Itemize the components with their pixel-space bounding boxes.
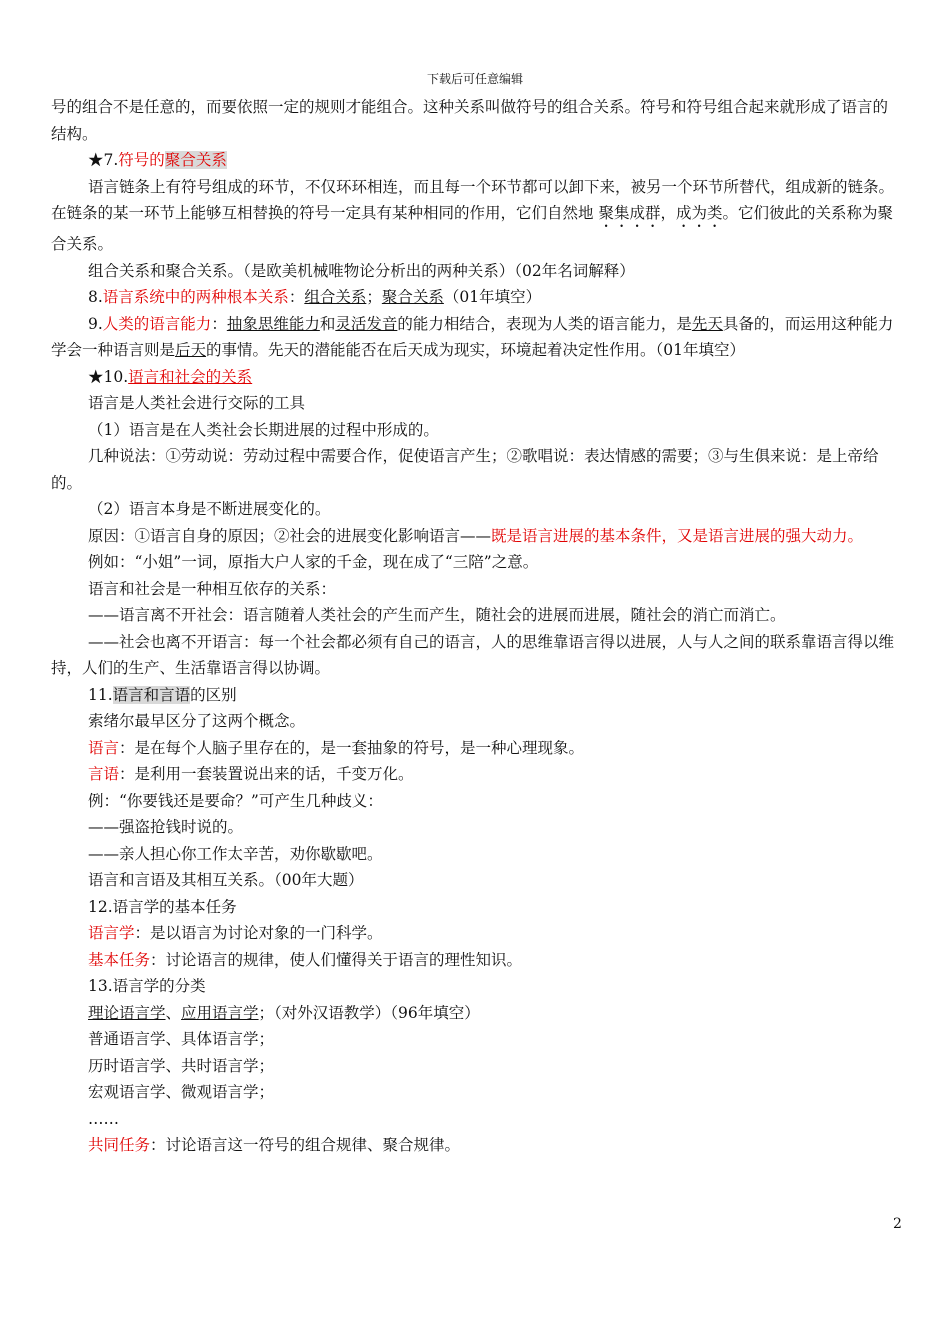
underlined-term: 理论语言学 <box>88 1003 166 1022</box>
paragraph: 语言和言语及其相互关系。（00年大题） <box>88 871 364 889</box>
text: ：讨论语言这一符号的组合规律、聚合规律。 <box>150 1136 461 1154</box>
section-title: 语言系统中的两种根本关系 <box>102 288 289 306</box>
paragraph: ——亲人担心你工作太辛苦，劝你歇歇吧。 <box>88 844 383 863</box>
paragraph: （1）语言是在人类社会长期进展的过程中形成的。 <box>88 420 439 439</box>
paragraph: （2）语言本身是不断进展变化的。 <box>88 500 331 518</box>
page-header: 下载后可任意编辑 <box>426 72 523 86</box>
text: 的事情。先天的潜能能否在后天成为现实，环境起着决定性作用。（01年填空） <box>206 341 746 359</box>
section-number: 11. <box>88 685 113 704</box>
text: ：讨论语言的规律，使人们懂得关于语言的理性知识。 <box>150 950 523 969</box>
text: 。 <box>847 526 864 545</box>
text: ；（对外汉语教学）（96年填空） <box>258 1003 480 1022</box>
text: ：是以语言为讨论对象的一门科学。 <box>134 924 383 942</box>
text: 、 <box>165 1003 182 1022</box>
term: 语言学 <box>88 924 135 942</box>
term: 共同任务 <box>88 1136 151 1154</box>
section-number: ★7. <box>88 151 119 169</box>
ellipsis: …… <box>88 1109 119 1128</box>
section-title: 语言和社会的关系 <box>128 367 253 386</box>
text: ： <box>288 288 305 306</box>
paragraph: 例如：“小姐”一词，原指大户人家的千金，现在成了“三陪”之意。 <box>88 553 539 571</box>
definition <box>51 1132 903 1159</box>
text: 的区别 <box>190 685 237 704</box>
section-9-paragraph <box>51 311 903 364</box>
red-emphasis: 既是语言进展的基本条件，又是语言进展的强大动力 <box>491 526 848 545</box>
underlined-term: 后天 <box>175 341 207 359</box>
section-title-highlight: 语言和言语 <box>112 685 191 704</box>
definition <box>51 947 903 974</box>
section-title-highlight: 聚合关系 <box>164 151 227 169</box>
text: 的能力相结合，表现为人类的语言能力，是 <box>397 314 692 333</box>
underlined-term: 应用语言学 <box>181 1003 259 1022</box>
text: ：是在每个人脑子里存在的，是一套抽象的符号，是一种心理现象。 <box>119 738 585 757</box>
definition <box>51 735 903 762</box>
paragraph: ——强盗抢钱时说的。 <box>88 818 244 836</box>
paragraph: 语言和社会是一种相互依存的关系： <box>88 579 337 598</box>
underlined-term: 组合关系 <box>304 288 367 306</box>
underlined-term: 先天 <box>691 314 723 333</box>
document-body <box>51 94 903 1159</box>
paragraph: 索绪尔最早区分了这两个概念。 <box>88 712 306 730</box>
underlined-term: 抽象思维能力 <box>226 314 320 333</box>
paragraph: 号的组合不是任意的，而要依照一定的规则才能组合。这种关系叫做符号的组合关系。符号和符号组合起来就形成了语言的结构。 <box>51 98 889 143</box>
section-11-heading <box>51 682 903 709</box>
definition <box>51 920 903 947</box>
paragraph: 历时语言学、共时语言学； <box>88 1056 275 1075</box>
paragraph <box>51 523 903 550</box>
section-7-heading <box>51 147 903 174</box>
section-8-heading <box>51 284 903 311</box>
section-12-heading: 12.语言学的基本任务 <box>88 897 237 916</box>
text: ； <box>366 288 382 306</box>
text: 原因：①语言自身的原因；②社会的进展变化影响语言—— <box>88 526 492 545</box>
section-10-heading <box>51 364 903 391</box>
paragraph: ——社会也离不开语言：每一个社会都必须有自己的语言，人的思维靠语言得以进展，人与人之间的联系靠语言得以维持，人们的生产、生活靠语言得以协调。 <box>51 632 895 677</box>
emphasis-dots-text: 聚集成群，成为类 <box>598 204 723 222</box>
term: 基本任务 <box>88 950 151 969</box>
text: 具备的，而运用这种能力学会一种语言则是 <box>51 314 894 359</box>
paragraph: 普通语言学、具体语言学； <box>88 1030 275 1048</box>
text: ：是利用一套装置说出来的话，千变万化。 <box>119 765 414 783</box>
page-number: 2 <box>893 1216 902 1232</box>
paragraph: ——语言离不开社会：语言随着人类社会的产生而产生，随社会的进展而进展，随社会的消亡而消亡。 <box>88 606 786 624</box>
paragraph: 例：“你要钱还是要命？”可产生几种歧义： <box>88 791 383 810</box>
term: 言语 <box>88 765 120 783</box>
paragraph: 宏观语言学、微观语言学； <box>88 1083 275 1101</box>
text: 。它们彼此的关系称为聚合关系。 <box>51 204 893 253</box>
section-title: 符号的 <box>118 151 165 169</box>
term: 语言 <box>88 738 120 757</box>
paragraph: 组合关系和聚合关系。（是欧美机械唯物论分析出的两种关系）（02年名词解释） <box>88 261 635 280</box>
underlined-term: 灵活发音 <box>335 314 398 333</box>
paragraph <box>51 174 903 258</box>
section-number: 8. <box>88 288 103 306</box>
section-number: 9. <box>88 314 103 333</box>
text: 语言链条上有符号组成的环节，不仅环环相连，而且每一个环节都可以卸下来，被另一个环节所替代，组成新的链条。在链条的某一环节上能够互相替换的符号一定具有某种相同的作用，它们自然地 <box>51 177 895 222</box>
definition <box>51 761 903 788</box>
text: ： <box>211 314 227 333</box>
section-number: ★10. <box>88 367 129 386</box>
underlined-term: 聚合关系 <box>381 288 444 306</box>
paragraph <box>51 1000 903 1027</box>
text: （01年填空） <box>443 288 542 306</box>
section-13-heading: 13.语言学的分类 <box>88 977 206 995</box>
paragraph: 几种说法：①劳动说：劳动过程中需要合作，促使语言产生；②歌唱说：表达情感的需要；③与生俱来说：是上帝给的。 <box>51 447 879 492</box>
paragraph: 语言是人类社会进行交际的工具 <box>88 394 306 412</box>
section-title: 人类的语言能力 <box>102 314 212 333</box>
text: 和 <box>319 314 336 333</box>
